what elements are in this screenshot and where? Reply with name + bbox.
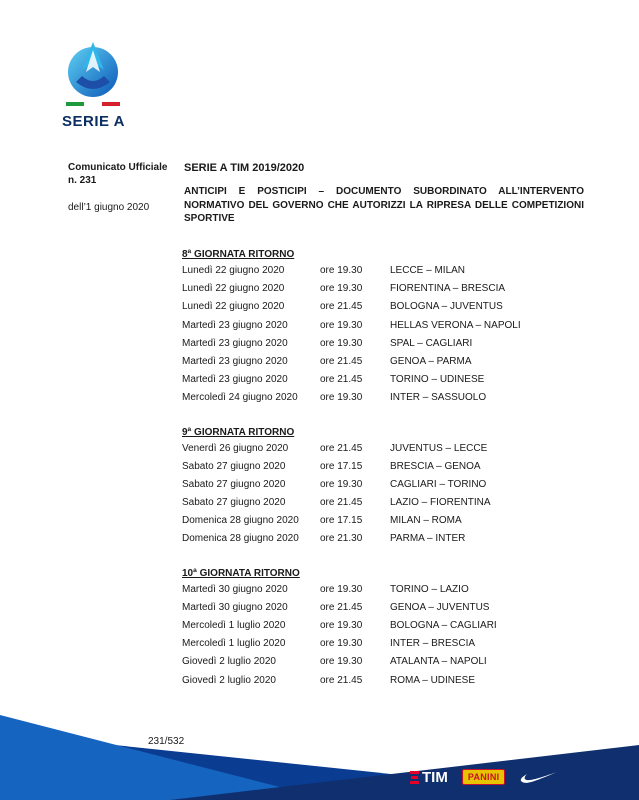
match-fixture: HELLAS VERONA – NAPOLI [390, 319, 521, 331]
match-time: ore 21.45 [320, 355, 363, 367]
match-fixture: MILAN – ROMA [390, 515, 462, 527]
match-fixture: LECCE – MILAN [390, 265, 466, 276]
match-time: ore 19.30 [320, 638, 363, 650]
match-date: Mercoledì 24 giugno 2020 [182, 392, 298, 404]
match-time: ore 19.30 [320, 583, 363, 595]
match-time: ore 21.45 [320, 601, 363, 613]
match-fixture: TORINO – LAZIO [390, 583, 469, 595]
match-time: ore 19.30 [320, 392, 363, 404]
match-fixture: FIORENTINA – BRESCIA [390, 283, 506, 295]
match-row [182, 389, 602, 407]
match-time: ore 19.30 [320, 283, 363, 295]
sponsors-row [410, 766, 559, 788]
match-row [182, 476, 602, 494]
serie-a-ball-icon [62, 36, 124, 98]
match-row [182, 635, 602, 653]
match-date: Lunedì 22 giugno 2020 [182, 301, 285, 313]
match-row [182, 653, 602, 671]
season-title: SERIE A TIM 2019/2020 [184, 162, 305, 174]
match-fixture: ATALANTA – NAPOLI [390, 656, 487, 668]
match-date: Mercoledì 1 luglio 2020 [182, 620, 286, 631]
match-time: ore 21.45 [320, 497, 363, 509]
match-row [182, 262, 602, 280]
match-time: ore 19.30 [320, 265, 363, 276]
communique-date: dell’1 giugno 2020 [68, 202, 150, 213]
tim-logo [410, 769, 448, 786]
match-row [182, 353, 602, 371]
round-title: 8ª GIORNATA RITORNO [182, 249, 295, 260]
match-time: ore 21.45 [320, 301, 363, 313]
page-number: 231/532 [148, 736, 185, 747]
flag-white-stripe [84, 102, 102, 106]
match-time: ore 19.30 [320, 478, 363, 490]
match-fixture: BOLOGNA – JUVENTUS [390, 301, 503, 313]
match-row [182, 581, 602, 599]
panini-logo: PANINI [462, 769, 506, 785]
tim-mark-icon [410, 771, 419, 784]
match-fixture: INTER – BRESCIA [390, 638, 476, 650]
match-date: Domenica 28 giugno 2020 [182, 515, 299, 527]
match-fixture: LAZIO – FIORENTINA [390, 497, 491, 509]
match-fixture: BRESCIA – GENOA [390, 460, 481, 472]
italian-flag-stripe [66, 102, 120, 106]
match-row [182, 440, 602, 458]
match-row [182, 298, 602, 316]
communique-meta [68, 161, 178, 214]
match-date: Mercoledì 1 luglio 2020 [182, 638, 286, 650]
match-fixture: BOLOGNA – CAGLIARI [390, 620, 497, 631]
match-row [182, 494, 602, 512]
match-date: Martedì 30 giugno 2020 [182, 601, 288, 613]
match-date: Venerdì 26 giugno 2020 [182, 442, 289, 454]
match-row [182, 335, 602, 353]
match-row [182, 512, 602, 530]
match-row [182, 317, 602, 335]
nike-swoosh-icon [519, 769, 559, 785]
match-date: Martedì 30 giugno 2020 [182, 583, 288, 595]
match-date: Domenica 28 giugno 2020 [182, 533, 299, 545]
fixtures-list [182, 248, 602, 690]
match-time: ore 19.30 [320, 656, 363, 668]
communique-label: Comunicato Ufficiale [68, 162, 168, 173]
match-fixture: SPAL – CAGLIARI [390, 337, 473, 349]
match-date: Lunedì 22 giugno 2020 [182, 283, 285, 295]
match-date: Giovedì 2 luglio 2020 [182, 656, 276, 668]
tim-logo-text: TIM [422, 768, 448, 786]
match-fixture: GENOA – PARMA [390, 355, 472, 367]
match-fixture: PARMA – INTER [390, 533, 466, 545]
match-date: Martedì 23 giugno 2020 [182, 319, 288, 331]
match-time: ore 21.45 [320, 674, 363, 686]
match-row [182, 617, 602, 635]
match-row [182, 672, 602, 690]
match-row [182, 280, 602, 298]
match-time: ore 21.30 [320, 533, 363, 545]
match-date: Lunedì 22 giugno 2020 [182, 265, 285, 276]
serie-a-logo [62, 36, 132, 130]
match-date: Giovedì 2 luglio 2020 [182, 674, 276, 686]
match-date: Martedì 23 giugno 2020 [182, 337, 288, 349]
round-title: 10ª GIORNATA RITORNO [182, 567, 300, 579]
round-block [182, 426, 602, 549]
match-time: ore 21.45 [320, 374, 363, 386]
match-date: Sabato 27 giugno 2020 [182, 460, 286, 472]
match-time: ore 19.30 [320, 620, 363, 631]
match-row [182, 599, 602, 617]
round-title: 9ª GIORNATA RITORNO [182, 426, 295, 438]
match-date: Martedì 23 giugno 2020 [182, 355, 288, 367]
match-fixture: TORINO – UDINESE [390, 374, 485, 386]
match-time: ore 17.15 [320, 460, 363, 472]
round-block [182, 567, 602, 690]
match-time: ore 17.15 [320, 515, 363, 527]
communique-number: n. 231 [68, 175, 97, 186]
match-fixture: INTER – SASSUOLO [390, 392, 487, 404]
document-heading [184, 161, 584, 226]
match-time: ore 21.45 [320, 442, 363, 454]
round-block [182, 248, 602, 408]
match-date: Sabato 27 giugno 2020 [182, 497, 286, 509]
match-fixture: CAGLIARI – TORINO [390, 478, 487, 490]
match-date: Martedì 23 giugno 2020 [182, 374, 288, 386]
match-row [182, 371, 602, 389]
match-time: ore 19.30 [320, 319, 363, 331]
logo-text: SERIE A [62, 113, 125, 130]
flag-green-stripe [66, 102, 84, 106]
flag-red-stripe [102, 102, 120, 106]
match-fixture: ROMA – UDINESE [390, 674, 476, 686]
match-date: Sabato 27 giugno 2020 [182, 478, 286, 490]
match-fixture: JUVENTUS – LECCE [390, 442, 488, 454]
match-row [182, 458, 602, 476]
match-row [182, 530, 602, 548]
match-time: ore 19.30 [320, 337, 363, 349]
match-fixture: GENOA – JUVENTUS [390, 601, 490, 613]
document-subtitle: ANTICIPI E POSTICIPI – DOCUMENTO SUBORDINATO ALL’INTERVENTO NORMATIVO DEL GOVERNO CHE AUTORIZZI LA RIPRESA DELLE COMPETIZIONI SPORTIVE [184, 186, 584, 224]
